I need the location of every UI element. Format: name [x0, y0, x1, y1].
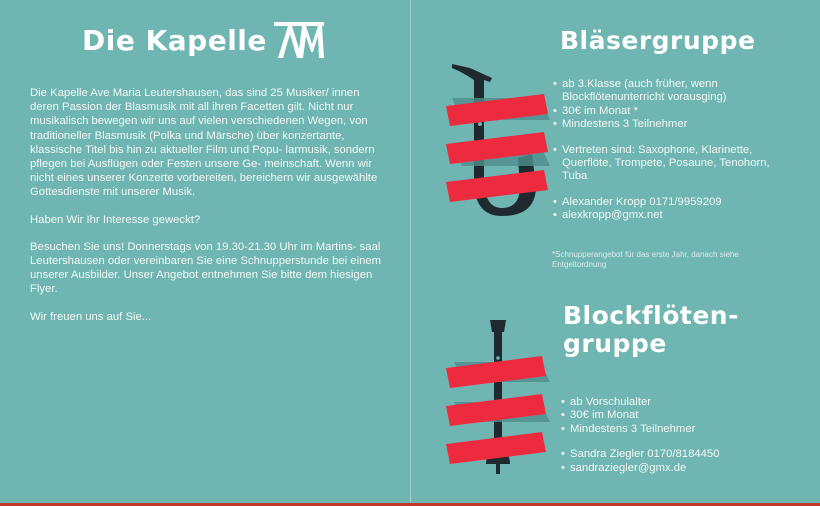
question-paragraph: Haben Wir Ihr Interesse geweckt? [30, 213, 201, 226]
contact-email[interactable]: • sandraziegler@gmx.de [561, 462, 781, 475]
list-item: • ab Vorschulalter [561, 396, 781, 409]
closing-paragraph: Wir freuen uns auf Sie... [30, 310, 152, 323]
intro-paragraph: Die Kapelle Ave Maria Leutershausen, das sind 25 Musiker/ innen deren Passion der Blasmusik mit all ihren Facetten gilt. Nicht nur musikalisch bewegen wir uns auf vielen verschiedenen Wegen, von traditioneller Blasmusik (Polka und Märsche) über konzertante, klassische Titel bis hin zu aktueller Film und Popu- larmusik, sondern pflegen bei Ausflügen oder Festen unsere Ge- meinschaft. Wenn wir nicht eines unserer Konzerte vorbereiten, bereichern wir ausgewählte Gottesdienste mit unserer Musik. [30, 87, 378, 199]
list-item: • ab 3.Klasse (auch früher, wenn Blockflötenunterricht vorausging) [553, 78, 783, 105]
blaeser-list [553, 78, 783, 223]
visit-paragraph: Besuchen Sie uns! Donnerstags von 19.30-21.30 Uhr im Martins- saal Leutershausen oder vereinbaren Sie eine Schnupperstunde bei einem unserer Ausbilder. Unser Angebot entnehmen Sie bitte dem hiesigen Flyer. [30, 240, 382, 296]
left-body [30, 86, 382, 337]
ave-maria-logo [272, 20, 326, 60]
contact-name: • Alexander Kropp 0171/9959209 [553, 196, 783, 209]
list-item: • 30€ im Monat [561, 409, 781, 422]
contact-email[interactable]: • alexkropp@gmx.net [553, 209, 783, 222]
left-title: Die Kapelle [82, 24, 267, 57]
list-item: • 30€ im Monat * [553, 105, 783, 118]
list-item: • Mindestens 3 Teilnehmer [561, 423, 781, 436]
list-item: • Vertreten sind: Saxophone, Klarinette, Querflöte, Trompete, Posaune, Tenohorn, Tuba [553, 144, 783, 184]
blaeser-title: Bläsergruppe [560, 26, 756, 55]
contact-name: • Sandra Ziegler 0170/8184450 [561, 448, 781, 461]
center-fold [410, 0, 411, 506]
saxophone-icon [440, 58, 555, 218]
block-title: Blockflöten-gruppe [563, 301, 739, 358]
list-item: • Mindestens 3 Teilnehmer [553, 118, 783, 131]
block-list [561, 396, 781, 475]
footnote: *Schnupperangebot für das erste Jahr, danach siehe Entgeltordnung [552, 250, 739, 269]
recorder-icon [444, 318, 552, 478]
